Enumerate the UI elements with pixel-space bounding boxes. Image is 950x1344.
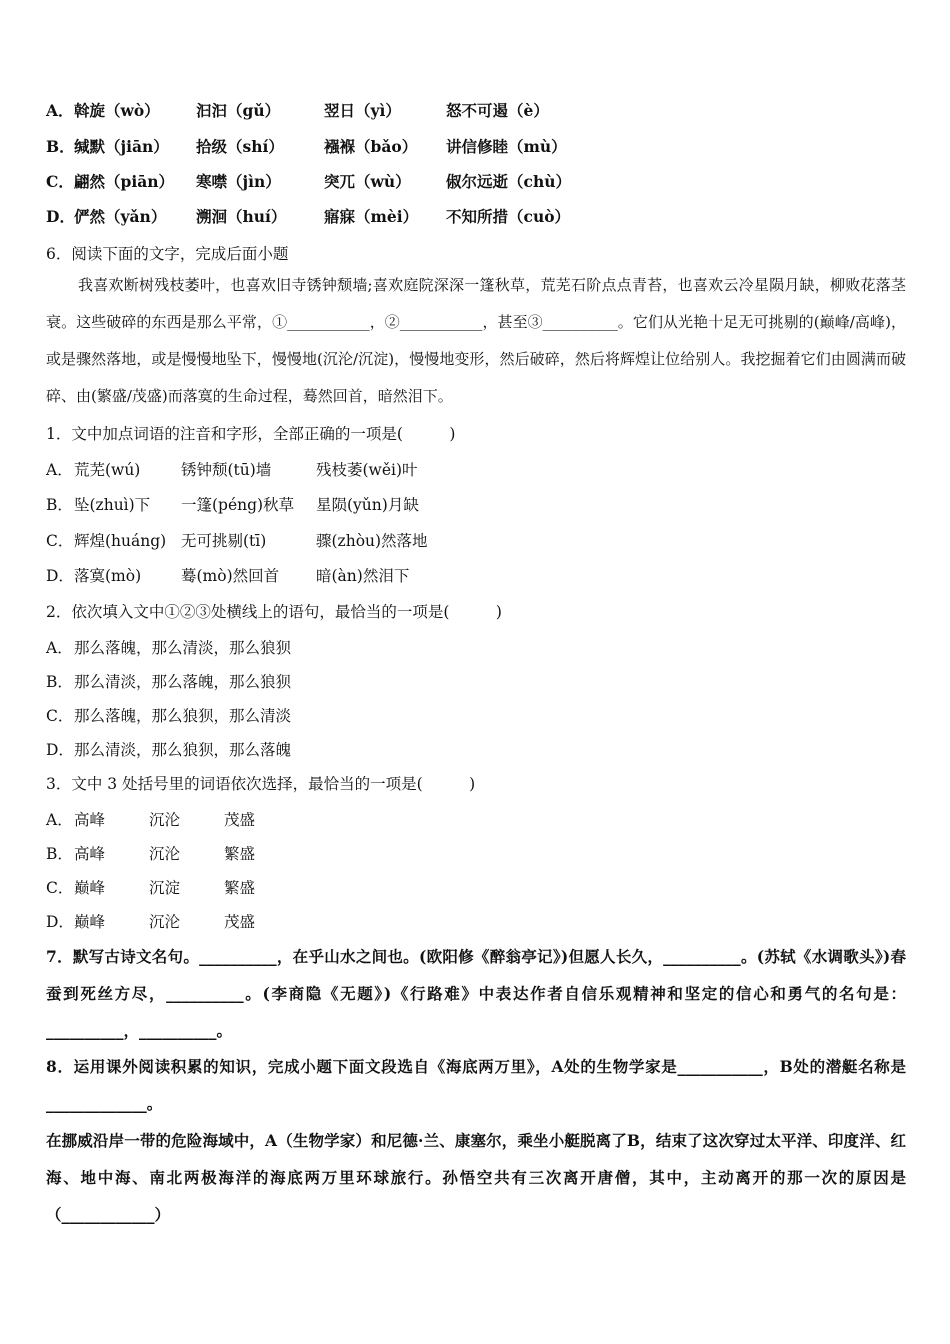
q8-text: 8．运用课外阅读积累的知识，完成小题下面文段选自《海底两万里》，A处的生物学家是___________，B处的潜艇名称是_____________。 — [46, 1057, 906, 1113]
option-item: 缄默（jiān） — [74, 137, 169, 156]
q6-sub2-option-d — [46, 739, 291, 761]
option-text: 那么清淡，那么狼狈，那么落魄 — [74, 741, 292, 759]
q6-sub2-stem: 2．依次填入文中①②③处横线上的语句，最恰当的一项是( ) — [46, 603, 502, 621]
q6-title: 6．阅读下面的文字，完成后面小题 — [46, 245, 289, 263]
option-item: 繁盛 — [224, 879, 256, 897]
option-label: D． — [46, 913, 74, 931]
option-item: 汩汩（gǔ） — [196, 101, 281, 120]
option-item: 斡旋（wò） — [74, 101, 160, 120]
option-label: A． — [46, 639, 73, 657]
option-item: 寤寐（mèi） — [324, 207, 419, 226]
option-item: 锈钟颓(tū)墙 — [181, 461, 272, 479]
option-item: 俨然（yǎn） — [74, 207, 167, 226]
option-item: 暗(àn)然泪下 — [316, 567, 410, 585]
option-text: 那么落魄，那么清淡，那么狼狈 — [74, 639, 292, 657]
option-label: D． — [46, 741, 74, 759]
option-item: 寒噤（jìn） — [196, 172, 281, 191]
q6-sub1-stem: 1．文中加点词语的注音和字形，全部正确的一项是( ) — [46, 425, 456, 443]
q6-sub1-option-c — [46, 530, 428, 552]
option-item: 蓦(mò)然回首 — [181, 567, 280, 585]
option-item: 俶尔远逝（chù） — [446, 172, 571, 191]
option-item: 巅峰 — [74, 913, 106, 931]
option-label: A． — [46, 811, 73, 829]
option-label: D． — [46, 567, 74, 585]
option-item: 沉沦 — [149, 913, 181, 931]
option-item: 一篷(péng)秋草 — [181, 496, 295, 514]
q7-text: 7．默写古诗文名句。__________，在乎山水之间也。(欧阳修《醉翁亭记》)但愿人长久，__________。(苏轼《水调歌头》)春蚕到死丝方尽，__________。(李商隐《无题》)《行路难》中表达作者自信乐观精神和坚定的信心和勇气的名句是：__________，__________。 — [46, 947, 906, 1040]
option-item: 荒芜(wú) — [74, 461, 141, 479]
q5-option-b — [46, 136, 567, 158]
q6-sub3-option-d — [46, 911, 255, 933]
option-label: D． — [46, 207, 75, 226]
q6-sub1-option-a — [46, 459, 418, 481]
option-item: 落寞(mò) — [74, 567, 142, 585]
option-item: 怒不可遏（è） — [446, 101, 549, 120]
option-label: C． — [46, 879, 74, 897]
q5-option-c — [46, 171, 571, 193]
option-item: 茂盛 — [224, 913, 256, 931]
option-item: 高峰 — [74, 811, 106, 829]
option-item: 辉煌(huáng) — [74, 532, 167, 550]
option-text: 那么清淡，那么落魄，那么狼狈 — [74, 673, 292, 691]
option-item: 巅峰 — [74, 879, 106, 897]
option-item: 残枝萎(wěi)叶 — [316, 461, 418, 479]
option-item: 讲信修睦（mù） — [446, 137, 567, 156]
option-item: 沉沦 — [149, 845, 181, 863]
option-text: 那么落魄，那么狼狈，那么清淡 — [74, 707, 292, 725]
option-item: 拾级（shí） — [196, 137, 284, 156]
option-label: C． — [46, 532, 74, 550]
option-item: 骤(zhòu)然落地 — [316, 532, 428, 550]
option-item: 襁褓（bǎo） — [324, 137, 418, 156]
option-item: 沉淀 — [149, 879, 181, 897]
q6-sub3-stem: 3．文中 3 处括号里的词语依次选择，最恰当的一项是( ) — [46, 775, 476, 793]
option-label: A． — [46, 461, 73, 479]
option-item: 茂盛 — [224, 811, 256, 829]
option-label: B． — [46, 845, 73, 863]
q6-sub3-option-c — [46, 877, 255, 899]
q6-sub2-option-c — [46, 705, 291, 727]
option-item: 翌日（yì） — [324, 101, 401, 120]
option-item: 突兀（wù） — [324, 172, 411, 191]
q5-option-a — [46, 100, 549, 122]
option-item: 无可挑剔(tī) — [181, 532, 267, 550]
q6-passage: 我喜欢断树残枝萎叶，也喜欢旧寺锈钟颓墙;喜欢庭院深深一篷秋草，荒芜石阶点点青苔，也喜欢云冷星陨月缺，柳败花落茎衰。这些破碎的东西是那么平常，①___________，②___________，甚至③__________。它们从光艳十足无可挑剔的(巅峰/高峰)，或是骤然落地，或是慢慢地坠下，慢慢地(沉沦/沉淀)，慢慢地变形，然后破碎，然后将辉煌让位给别人。我挖掘着它们由圆满而破碎、由(繁盛/茂盛)而落寞的生命过程，蓦然回首，暗然泪下。 — [46, 276, 906, 405]
option-label: B． — [46, 496, 73, 514]
option-item: 星陨(yǔn)月缺 — [316, 496, 419, 514]
q6-sub2-option-a — [46, 637, 291, 659]
option-item: 沉沦 — [149, 811, 181, 829]
q6-sub1-option-b — [46, 494, 419, 516]
q6-sub3-option-b — [46, 843, 255, 865]
option-label: C． — [46, 172, 74, 191]
option-item: 坠(zhuì)下 — [74, 496, 151, 514]
option-label: A． — [46, 101, 74, 120]
q6-sub2-option-b — [46, 671, 291, 693]
q5-option-d — [46, 206, 570, 228]
q8-passage: 在挪威沿岸一带的危险海域中，A（生物学家）和尼德·兰、康塞尔，乘坐小艇脱离了B，结束了这次穿过太平洋、印度洋、红海、地中海、南北两极海洋的海底两万里环球旅行。孙悟空共有三次离开唐僧，其中，主动离开的那一次的原因是（____________） — [46, 1131, 906, 1224]
option-item: 高峰 — [74, 845, 106, 863]
q6-sub1-option-d — [46, 565, 409, 587]
option-item: 溯洄（huí） — [196, 207, 287, 226]
option-item: 繁盛 — [224, 845, 256, 863]
option-label: B． — [46, 673, 73, 691]
option-item: 翩然（piān） — [74, 172, 175, 191]
option-label: B． — [46, 137, 75, 156]
option-item: 不知所措（cuò） — [446, 207, 571, 226]
option-label: C． — [46, 707, 74, 725]
q6-sub3-option-a — [46, 809, 255, 831]
